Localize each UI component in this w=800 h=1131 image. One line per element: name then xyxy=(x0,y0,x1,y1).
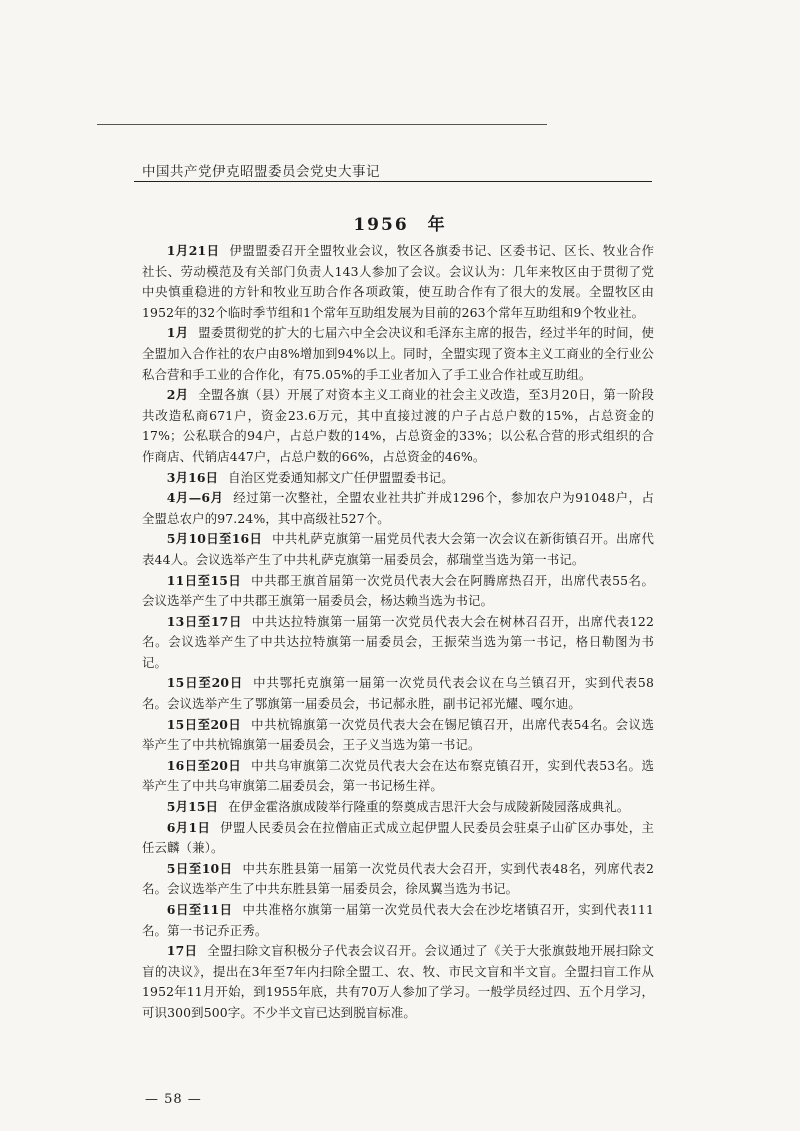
chronicle-entry xyxy=(142,756,654,797)
entry-text: 中共准格尔旗第一届第一次党员代表大会在沙圪堵镇召开，实到代表111名。第一书记乔正秀。 xyxy=(142,902,655,938)
chronicle-entry xyxy=(142,900,654,941)
entry-date: 6月1日 xyxy=(166,819,211,835)
entry-date: 13日至17日 xyxy=(166,613,242,629)
entry-text: 中共乌审旗第二次党员代表大会在达布察克镇召开，实到代表53名。选举产生了中共乌审旗第二届委员会，第一书记杨生祥。 xyxy=(142,757,654,794)
entry-date: 15日至20日 xyxy=(166,716,242,732)
entry-date: 11日至15日 xyxy=(166,572,242,588)
entry-text: 全盟扫除文盲积极分子代表会议召开。会议通过了《关于大张旗鼓地开展扫除文盲的决议》，提出在3年至7年内扫除全盟工、农、牧、市民文盲和半文盲。全盟扫盲工作从1952年11月开始，到1955年底，共有70万人参加了学习。一般学员经过四、五个月学习，可识300到500字。不少半文盲已达到脱盲标准。 xyxy=(142,943,654,1020)
entry-text: 中共郡王旗首届第一次党员代表大会在阿腾席热召开，出席代表55名。会议选举产生了中共郡王旗第一届委员会，杨达赖当选为书记。 xyxy=(142,572,654,609)
entry-text: 经过第一次整社，全盟农业社共扩并成1296个，参加农户为91048户，占全盟总农户的97.24%，其中高级社527个。 xyxy=(142,490,654,526)
entry-text: 在伊金霍洛旗成陵举行隆重的祭奠成吉思汗大会与成陵新陵园落成典礼。 xyxy=(228,799,630,815)
running-header: 中国共产党伊克昭盟委员会党史大事记 xyxy=(142,164,380,180)
chronicle-entry xyxy=(142,529,654,570)
chronicle-entry xyxy=(142,468,654,489)
chronicle-entry xyxy=(142,715,654,756)
entry-date: 17日 xyxy=(166,943,198,959)
header-rule xyxy=(134,181,652,182)
entry-date: 3月16日 xyxy=(166,469,219,485)
entry-text: 中共杭锦旗第一次党员代表大会在锡尼镇召开，出席代表54名。会议选举产生了中共杭锦旗第一届委员会，王子义当选为第一书记。 xyxy=(142,716,654,753)
chronicle-entry xyxy=(142,941,654,1023)
page-number: — 58 — xyxy=(145,1092,202,1107)
chronicle-entry xyxy=(142,673,654,714)
entry-date: 5日至10日 xyxy=(166,860,233,876)
chronicle-entry xyxy=(142,818,654,859)
entry-text: 中共东胜县第一届第一次党员代表大会召开，实到代表48名，列席代表2名。会议选举产生了中共东胜县第一届委员会，徐凤翼当选为书记。 xyxy=(142,860,654,897)
chronicle-entry xyxy=(142,797,654,818)
entry-text: 全盟各旗（县）开展了对资本主义工商业的社会主义改造，至3月20日，第一阶段共改造私商671户，资金23.6万元，其中直接过渡的户子占总户数的15%，占总资金的17%；公私联合的94户，占总户数的14%，占总资金的33%；以公私合营的形式组织的合作商店、代销店447户，占总户数的66%，占总资金的46%。 xyxy=(142,387,654,464)
entry-date: 4月—6月 xyxy=(166,490,224,506)
entry-text: 中共鄂托克旗第一届第一次党员代表会议在乌兰镇召开，实到代表58名。会议选举产生了鄂旗第一届委员会，书记郝永胜，副书记祁光耀、嘎尔迪。 xyxy=(142,675,654,712)
entry-date: 16日至20日 xyxy=(166,757,242,773)
entry-date: 5月15日 xyxy=(166,799,219,815)
entry-text: 伊盟盟委召开全盟牧业会议，牧区各旗委书记、区委书记、区长、牧业合作社长、劳动模范及有关部门负责人143人参加了会议。会议认为：几年来牧区由于贯彻了党中央慎重稳进的方针和牧业互助合作各项政策，使互助合作有了很大的发展。全盟牧区由1952年的32个临时季节组和1个常年互助组发展为目前的263个常年互助组和9个牧业社。 xyxy=(142,243,654,320)
entry-date: 1月21日 xyxy=(166,243,220,258)
chronicle-entry xyxy=(142,385,654,467)
entry-text: 中共达拉特旗第一届第一次党员代表大会在树林召召开，出席代表122名。会议选举产生了中共达拉特旗第一届委员会，王振荣当选为第一书记，格日勒图为书记。 xyxy=(142,613,654,670)
entry-text: 自治区党委通知郝文广任伊盟盟委书记。 xyxy=(228,469,454,485)
chronicle-entry xyxy=(142,323,654,385)
entry-date: 6日至11日 xyxy=(166,902,233,917)
entry-text: 伊盟人民委员会在拉僧庙正式成立起伊盟人民委员会驻桌子山矿区办事处，主任云麟（兼）。 xyxy=(142,819,655,856)
year-title: 1956 年 xyxy=(353,215,447,235)
chronicle-entry xyxy=(142,612,654,674)
chronicle-entry xyxy=(142,859,654,900)
entry-date: 1月 xyxy=(166,325,189,341)
entry-text: 中共札萨克旗第一届党员代表大会第一次会议在新街镇召开。出席代表44人。会议选举产生了中共札萨克旗第一届委员会，郝瑞堂当选为第一书记。 xyxy=(142,531,654,567)
chronicle-entry xyxy=(142,241,654,323)
chronicle-entry xyxy=(142,488,654,529)
entry-date: 5月10日至16日 xyxy=(166,531,263,547)
entry-date: 2月 xyxy=(166,387,189,403)
chronicle-entries xyxy=(142,241,654,1024)
entry-text: 盟委贯彻党的扩大的七届六中全会决议和毛泽东主席的报告，经过半年的时间，使全盟加入合作社的农户由8%增加到94%以上。同时，全盟实现了资本主义工商业的全行业公私合营和手工业的合作化，有75.05%的手工业者加入了手工业合作社或互助组。 xyxy=(142,325,654,382)
top-rule xyxy=(97,124,547,125)
entry-date: 15日至20日 xyxy=(166,675,244,691)
chronicle-entry xyxy=(142,571,654,612)
